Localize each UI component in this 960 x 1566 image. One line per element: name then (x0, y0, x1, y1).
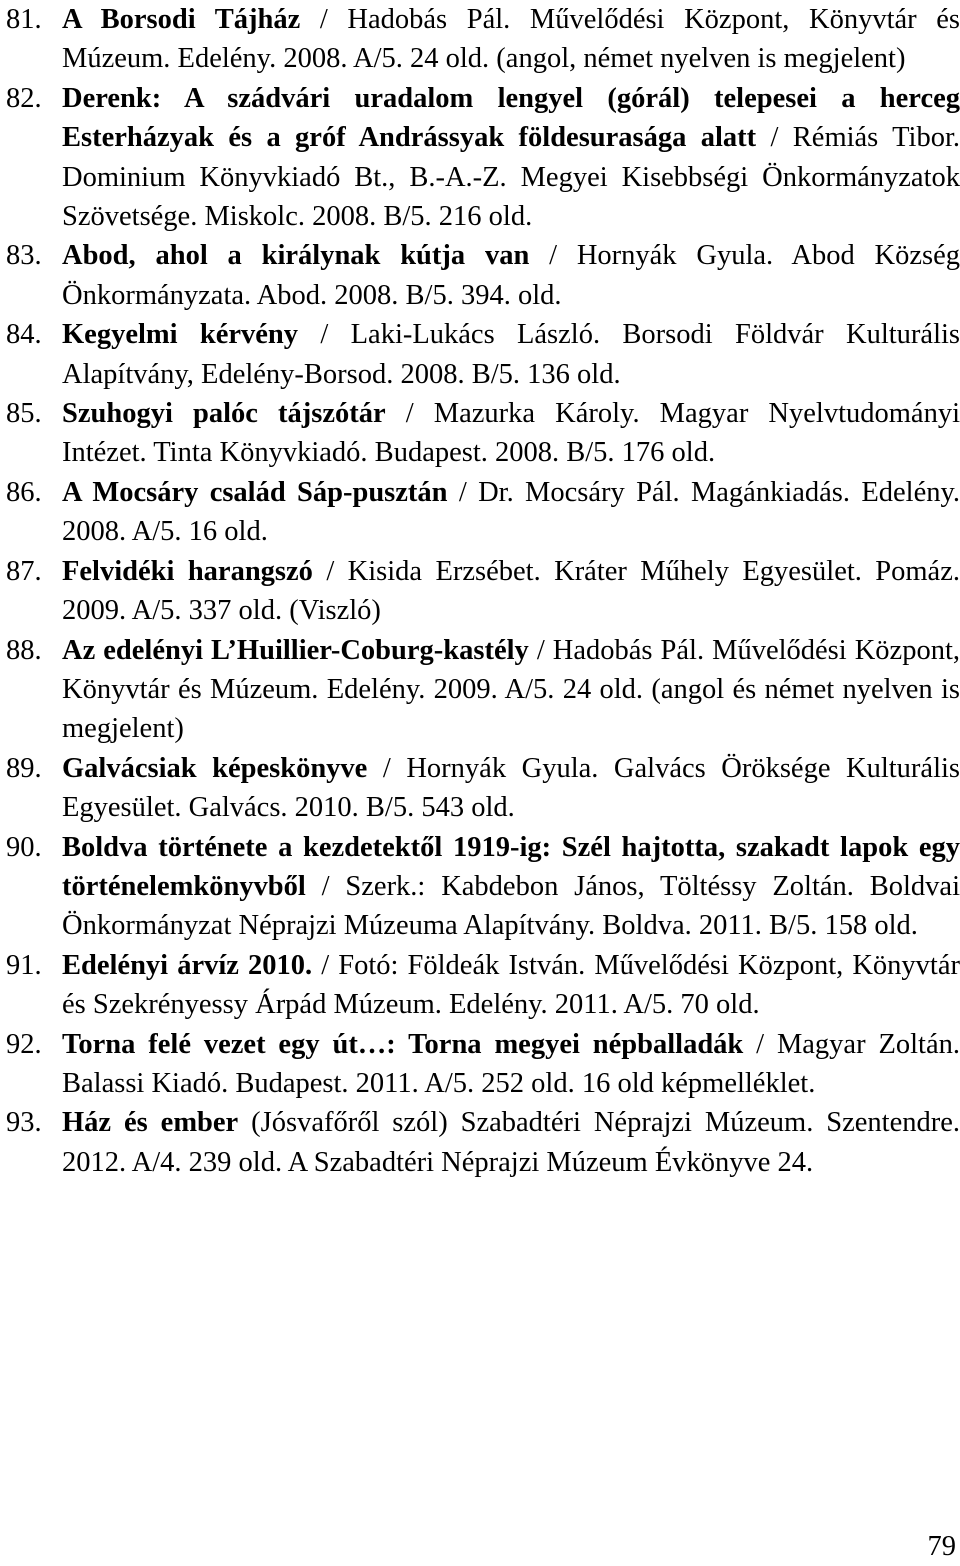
bibliography-entry (6, 236, 960, 315)
entry-number: 86. (6, 476, 42, 508)
entry-details: / Hadobás Pál. Művelődési Központ, Könyvtár és Múzeum. Edelény. 2009. A/5. 24 old. (angol és német nyelven is megjelent) (62, 634, 960, 745)
entry-title: A Mocsáry család Sáp-pusztán (62, 476, 448, 508)
bibliography-entry (6, 552, 960, 631)
entry-details: / Mazurka Károly. Magyar Nyelvtudományi Intézet. Tinta Könyvkiadó. Budapest. 2008. B/5. 176 old. (62, 398, 960, 469)
entry-details: / Rémiás Tibor. Dominium Könyvkiadó Bt., B.-A.-Z. Megyei Kisebbségi Önkormányzatok Szövetsége. Miskolc. 2008. B/5. 216 old. (62, 122, 960, 233)
bibliography-entry (6, 0, 960, 79)
entry-details: / Hadobás Pál. Művelődési Központ, Könyvtár és Múzeum. Edelény. 2008. A/5. 24 old. (angol, német nyelven is megjelent) (62, 4, 960, 75)
bibliography-list (6, 0, 960, 1182)
bibliography-entry (6, 828, 960, 946)
bibliography-entry (6, 315, 960, 394)
entry-title: Galvácsiak képeskönyve (62, 752, 368, 784)
entry-number: 82. (6, 82, 42, 114)
entry-number: 87. (6, 555, 42, 587)
entry-title: Szuhogyi palóc tájszótár (62, 398, 386, 430)
bibliography-entry (6, 79, 960, 237)
entry-details: / Szerk.: Kabdebon János, Töltéssy Zoltán. Boldvai Önkormányzat Néprajzi Múzeuma Alapítvány. Boldva. 2011. B/5. 158 old. (62, 870, 960, 942)
entry-number: 83. (6, 240, 42, 272)
bibliography-entry (6, 946, 960, 1025)
bibliography-entry (6, 1103, 960, 1182)
entry-details: / Dr. Mocsáry Pál. Magánkiadás. Edelény. 2008. A/5. 16 old. (62, 476, 960, 548)
entry-title: Derenk: A szádvári uradalom lengyel (górál) telepesei a herceg Esterházyak és a gróf Andrássyak földesurasága alatt (62, 82, 960, 154)
entry-details: / Kisida Erzsébet. Kráter Műhely Egyesület. Pomáz. 2009. A/5. 337 old. (Viszló) (62, 555, 960, 627)
entry-details: / Hornyák Gyula. Galvács Öröksége Kulturális Egyesület. Galvács. 2010. B/5. 543 old. (62, 752, 960, 824)
entry-title: Edelényi árvíz 2010. (62, 949, 313, 981)
entry-number: 85. (6, 398, 42, 430)
bibliography-entry (6, 394, 960, 473)
bibliography-entry (6, 749, 960, 828)
entry-title: Az edelényi L’Huillier-Coburg-kastély (62, 634, 529, 666)
page-number: 79 (927, 1531, 956, 1562)
entry-title: A Borsodi Tájház (62, 4, 301, 35)
entry-title: Boldva története a kezdetektől 1919-ig: Szél hajtotta, szakadt lapok egy történelemkönyvből (62, 831, 960, 902)
entry-number: 92. (6, 1028, 42, 1060)
bibliography-entry (6, 1025, 960, 1104)
entry-details: (Jósvafőről szól) Szabadtéri Néprajzi Múzeum. Szentendre. 2012. A/4. 239 old. A Szabadtéri Néprajzi Múzeum Évkönyve 24. (62, 1107, 960, 1178)
entry-number: 89. (6, 752, 42, 784)
entry-title: Felvidéki harangszó (62, 555, 313, 587)
entry-title: Kegyelmi kérvény (62, 319, 299, 351)
entry-details: / Hornyák Gyula. Abod Község Önkormányzata. Abod. 2008. B/5. 394. old. (62, 240, 960, 311)
entry-number: 90. (6, 831, 42, 863)
entry-title: Torna felé vezet egy út…: Torna megyei népballadák (62, 1028, 744, 1060)
entry-title: Ház és ember (62, 1107, 239, 1139)
entry-number: 81. (6, 4, 42, 35)
entry-number: 91. (6, 949, 42, 981)
entry-details: / Magyar Zoltán. Balassi Kiadó. Budapest. 2011. A/5. 252 old. 16 old képmelléklet. (62, 1028, 960, 1099)
bibliography-entry (6, 473, 960, 552)
entry-number: 84. (6, 319, 42, 351)
entry-details: / Laki-Lukács László. Borsodi Földvár Kulturális Alapítvány, Edelény-Borsod. 2008. B/5. 136 old. (62, 319, 960, 390)
entry-number: 88. (6, 634, 42, 666)
entry-title: Abod, ahol a királynak kútja van (62, 240, 530, 272)
bibliography-entry (6, 631, 960, 749)
entry-number: 93. (6, 1107, 42, 1139)
entry-details: / Fotó: Földeák István. Művelődési Központ, Könyvtár és Szekrényessy Árpád Múzeum. Edelény. 2011. A/5. 70 old. (62, 949, 960, 1021)
